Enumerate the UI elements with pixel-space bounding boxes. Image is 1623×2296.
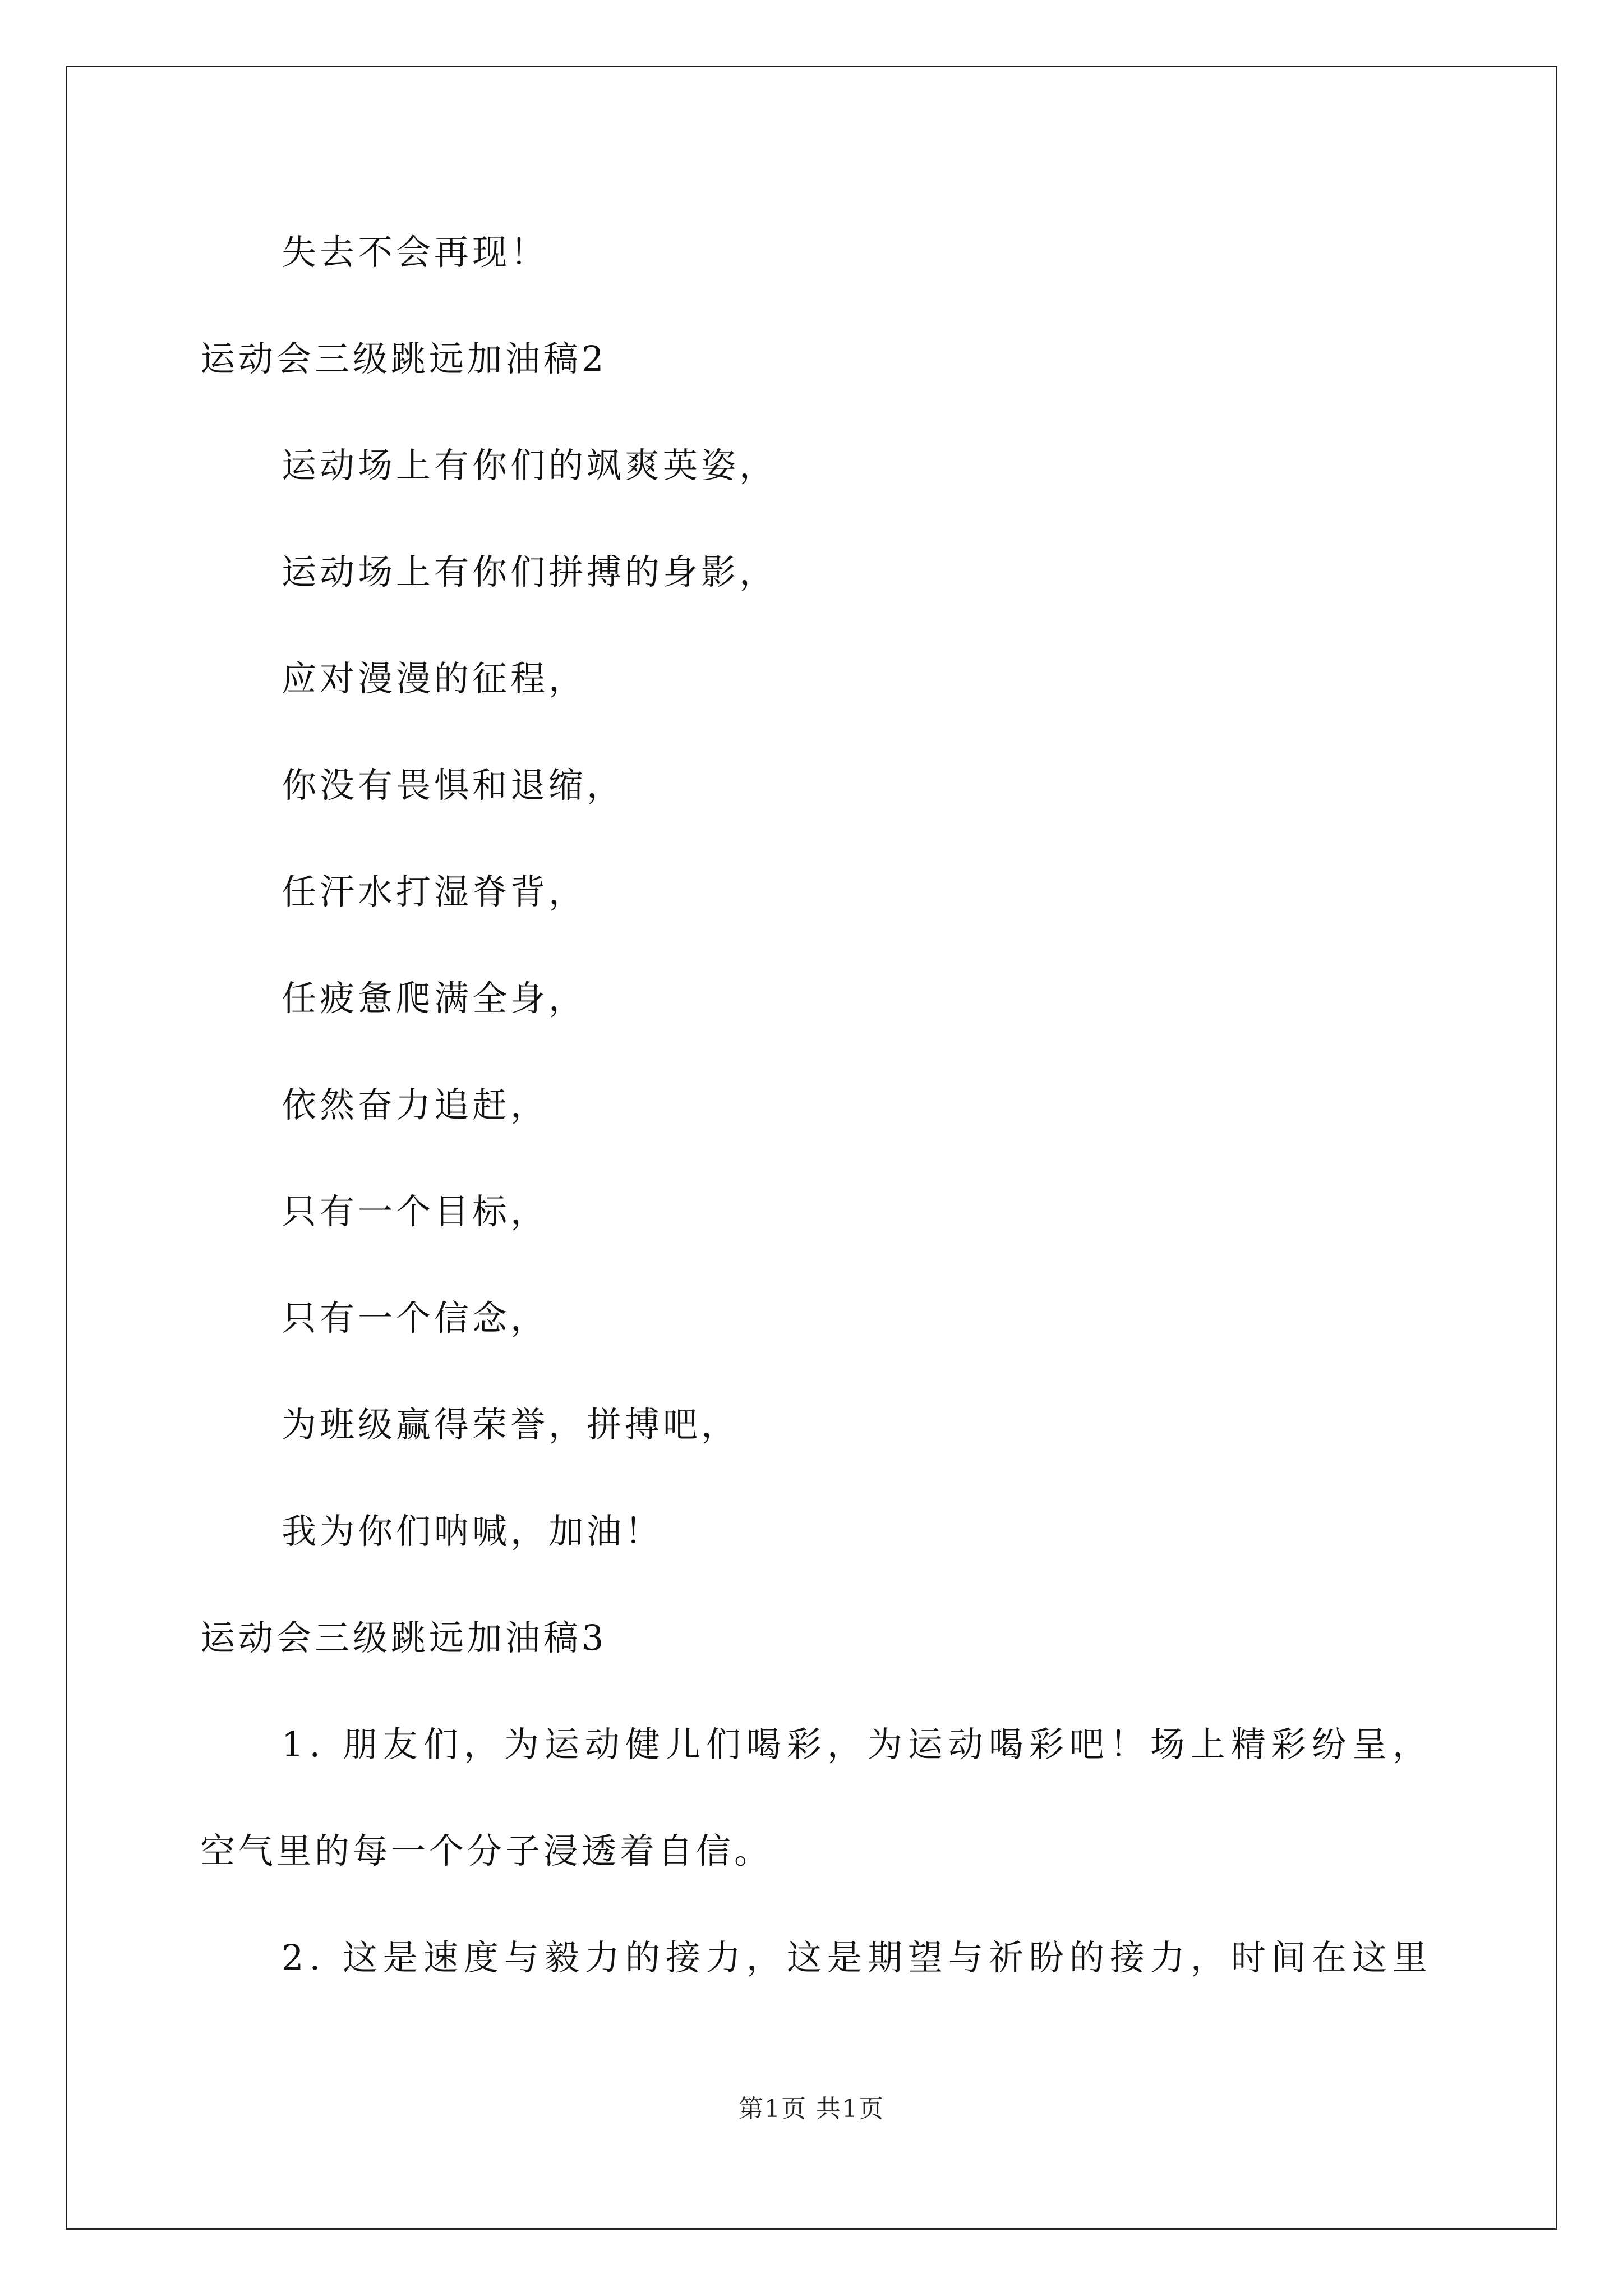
text-line: 任疲惫爬满全身， bbox=[282, 978, 587, 1019]
text-line: 你没有畏惧和退缩， bbox=[282, 765, 625, 806]
text-line: 只有一个信念， bbox=[282, 1297, 549, 1338]
text-line: 运动场上有你们的飒爽英姿， bbox=[282, 445, 778, 486]
text-line: 依然奋力追赶， bbox=[282, 1084, 549, 1125]
section-heading: 运动会三级跳远加油稿3 bbox=[200, 1617, 607, 1658]
text-line: 运动场上有你们拼搏的身影， bbox=[282, 551, 778, 592]
text-line: 为班级赢得荣誉，拼搏吧， bbox=[282, 1404, 740, 1445]
text-line: 任汗水打湿脊背， bbox=[282, 871, 587, 912]
text-line: 应对漫漫的征程， bbox=[282, 658, 587, 699]
text-line: 只有一个目标， bbox=[282, 1191, 549, 1232]
page-number-footer: 第1页 共1页 bbox=[739, 2095, 884, 2123]
section-heading: 运动会三级跳远加油稿2 bbox=[200, 338, 607, 379]
text-line: 失去不会再现！ bbox=[282, 232, 549, 273]
text-line: 2. 这是速度与毅力的接力，这是期望与祈盼的接力，时间在这里 bbox=[282, 1937, 1433, 1978]
text-line: 我为你们呐喊，加油！ bbox=[282, 1511, 663, 1552]
page-border bbox=[66, 66, 1557, 2230]
text-line: 空气里的每一个分子浸透着自信。 bbox=[200, 1830, 773, 1871]
text-line: 1. 朋友们，为运动健儿们喝彩，为运动喝彩吧！场上精彩纷呈， bbox=[282, 1724, 1433, 1765]
